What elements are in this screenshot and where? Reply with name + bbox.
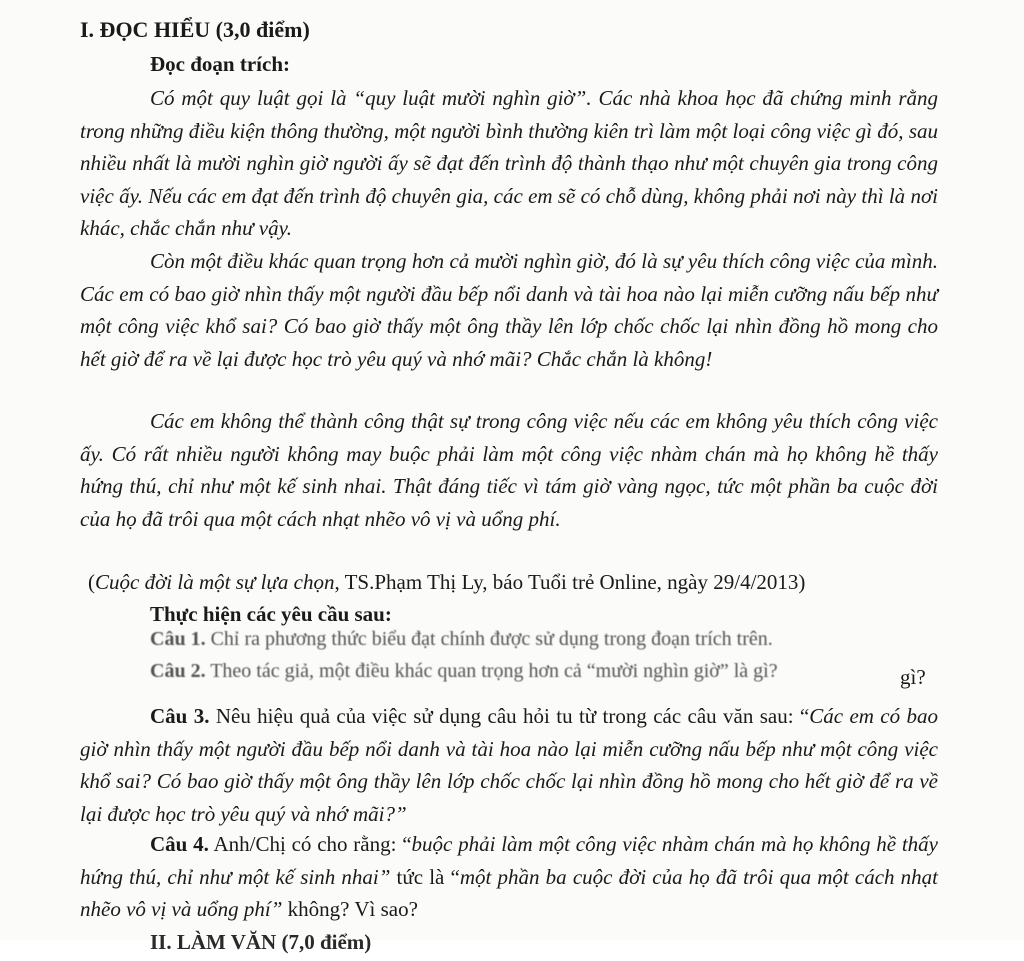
question-3 — [80, 700, 938, 830]
tasks-label: Thực hiện các yêu cầu sau: — [150, 602, 392, 626]
question-3-text: Nêu hiệu quả của việc sử dụng câu hỏi tu từ trong các câu văn sau: “ — [209, 704, 810, 728]
source-title: Cuộc đời là một sự lựa chọn — [95, 570, 335, 594]
question-4-label: Câu 4. — [150, 832, 209, 856]
excerpt-paragraph-1: Có một quy luật gọi là “quy luật mười nghìn giờ”. Các nhà khoa học đã chứng minh rằng trong những điều kiện thông thường, một người bình thường kiên trì làm một loại công việc gì đó, sau nhiều nhất là mười nghìn giờ người ấy sẽ đạt đến trình độ thành thạo như một chuyên gia trong công việc ấy. Nếu các em đạt đến trình độ chuyên gia, các em sẽ có chỗ dùng, không phải nơi này thì là nơi khác, chắc chắn như vậy. — [80, 86, 938, 240]
next-section-title: II. LÀM VĂN (7,0 điểm) — [150, 930, 372, 954]
section-title: I. ĐỌC HIỂU (3,0 điểm) — [80, 17, 310, 42]
source-rest: , TS.Phạm Thị Ly, báo Tuổi trẻ Online, ngày 29/4/2013) — [334, 570, 806, 594]
question-4-quote-2: một phần ba cuộc đời của họ đã trôi qua một cách nhạt nhẽo vô vị và uổng phí” — [80, 864, 939, 921]
question-4 — [80, 828, 938, 926]
question-4-text-3: không? Vì sao? — [282, 897, 418, 921]
question-2-text: Theo tác giả, một điều khác quan trọng hơn cả “mười nghìn giờ” là gì? — [205, 660, 778, 682]
read-label: Đọc đoạn trích: — [150, 52, 290, 76]
source-citation — [88, 566, 948, 599]
question-3-label: Câu 3. — [150, 704, 210, 728]
source-open: ( — [88, 570, 95, 594]
excerpt-paragraph-2: Còn một điều khác quan trọng hơn cả mười nghìn giờ, đó là sự yêu thích công việc của mình. Các em có bao giờ nhìn thấy một người đầu bếp nổi danh và tài hoa nào lại miễn cưỡng nấu bếp như một công việc khổ sai? Có bao giờ thấy một ông thầy lên lớp chốc chốc lại nhìn đồng hồ mong cho hết giờ để ra về lại được học trò yêu quý và nhớ mãi? Chắc chắn là không! — [80, 249, 938, 371]
question-2-visible-tail: gì? — [900, 665, 926, 689]
excerpt-paragraph-3: Các em không thể thành công thật sự trong công việc nếu các em không yêu thích công việc ấy. Có rất nhiều người không may buộc phải làm một công việc nhàm chán mà họ không hề thấy hứng thú, chỉ như một kế sinh nhai. Thật đáng tiếc vì tám giờ vàng ngọc, tức một phần ba cuộc đời của họ đã trôi qua một cách nhạt nhẽo vô vị và uổng phí. — [80, 409, 938, 531]
question-4-text-2: tức là “ — [390, 864, 460, 889]
question-1-partial — [150, 628, 773, 658]
question-2-partial — [150, 660, 898, 690]
question-1-label: Câu 1. — [150, 628, 206, 650]
question-4-text-1: Anh/Chị có cho rằng: “ — [208, 832, 412, 856]
question-4-quote-1: buộc phải làm một công việc nhàm chán mà họ không hề thấy hứng thú, chỉ như một kế sinh nhai” — [80, 832, 938, 889]
question-3-quote: Các em có bao giờ nhìn thấy một người đầu bếp nổi danh và tài hoa nào lại miễn cưỡng nấu bếp như một công việc khổ sai? Có bao giờ thấy một ông thầy lên lớp chốc chốc lại nhìn đồng hồ mong cho hết giờ để ra về lại được học trò yêu quý và nhớ mãi?” — [80, 704, 938, 826]
question-1-text: Chỉ ra phương thức biểu đạt chính được sử dụng trong đoạn trích trên. — [205, 628, 773, 650]
question-2-label: Câu 2. — [150, 660, 206, 682]
